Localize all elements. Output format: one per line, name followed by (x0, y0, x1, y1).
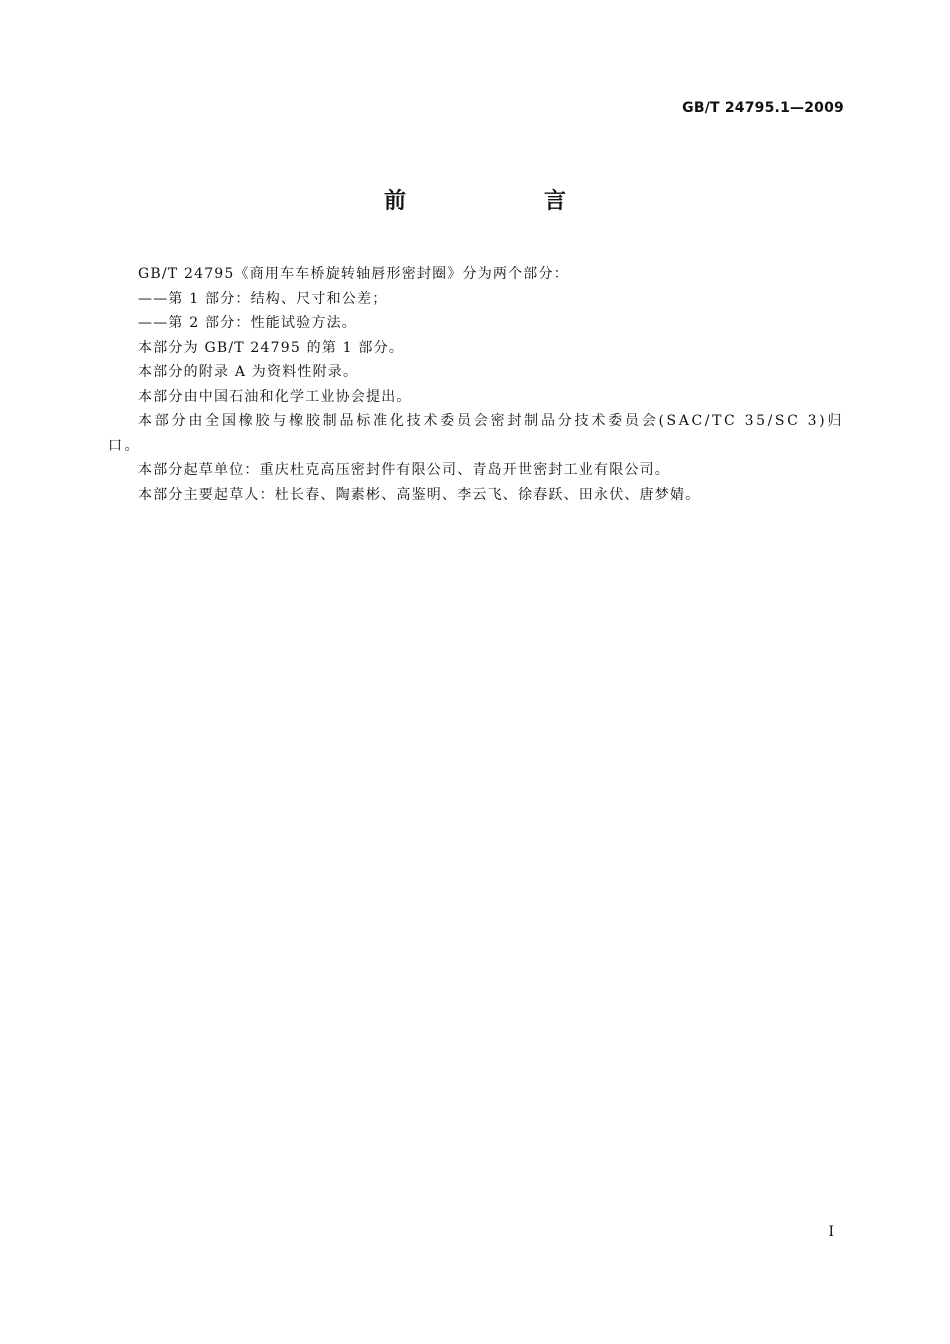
foreword-body (108, 262, 844, 507)
paragraph-proposed-by: 本部分由中国石油和化学工业协会提出。 (138, 388, 412, 405)
paragraph-this-part: 本部分为 GB/T 24795 的第 1 部分。 (138, 339, 405, 356)
paragraph-parts-intro: GB/T 24795《商用车车桥旋转轴唇形密封圈》分为两个部分： (138, 266, 569, 282)
standard-code-header: GB/T 24795.1—2009 (682, 100, 844, 116)
paragraph-drafting-units: 本部分起草单位：重庆杜克高压密封件有限公司、青岛开世密封工业有限公司。 (138, 462, 670, 478)
paragraph-annex: 本部分的附录 A 为资料性附录。 (138, 364, 359, 380)
paragraph-part-1: ——第 1 部分：结构、尺寸和公差； (138, 290, 388, 307)
paragraph-drafters: 本部分主要起草人：杜长春、陶素彬、高鉴明、李云飞、徐春跃、田永伏、唐梦婧。 (138, 486, 701, 503)
paragraph-centralized-by: 本部分由全国橡胶与橡胶制品标准化技术委员会密封制品分技术委员会(SAC/TC 35/SC 3)归口。 (108, 413, 844, 454)
paragraph-part-2: ——第 2 部分：性能试验方法。 (138, 315, 358, 331)
page-number: I (828, 1224, 834, 1240)
page-title: 前 言 (383, 189, 624, 214)
